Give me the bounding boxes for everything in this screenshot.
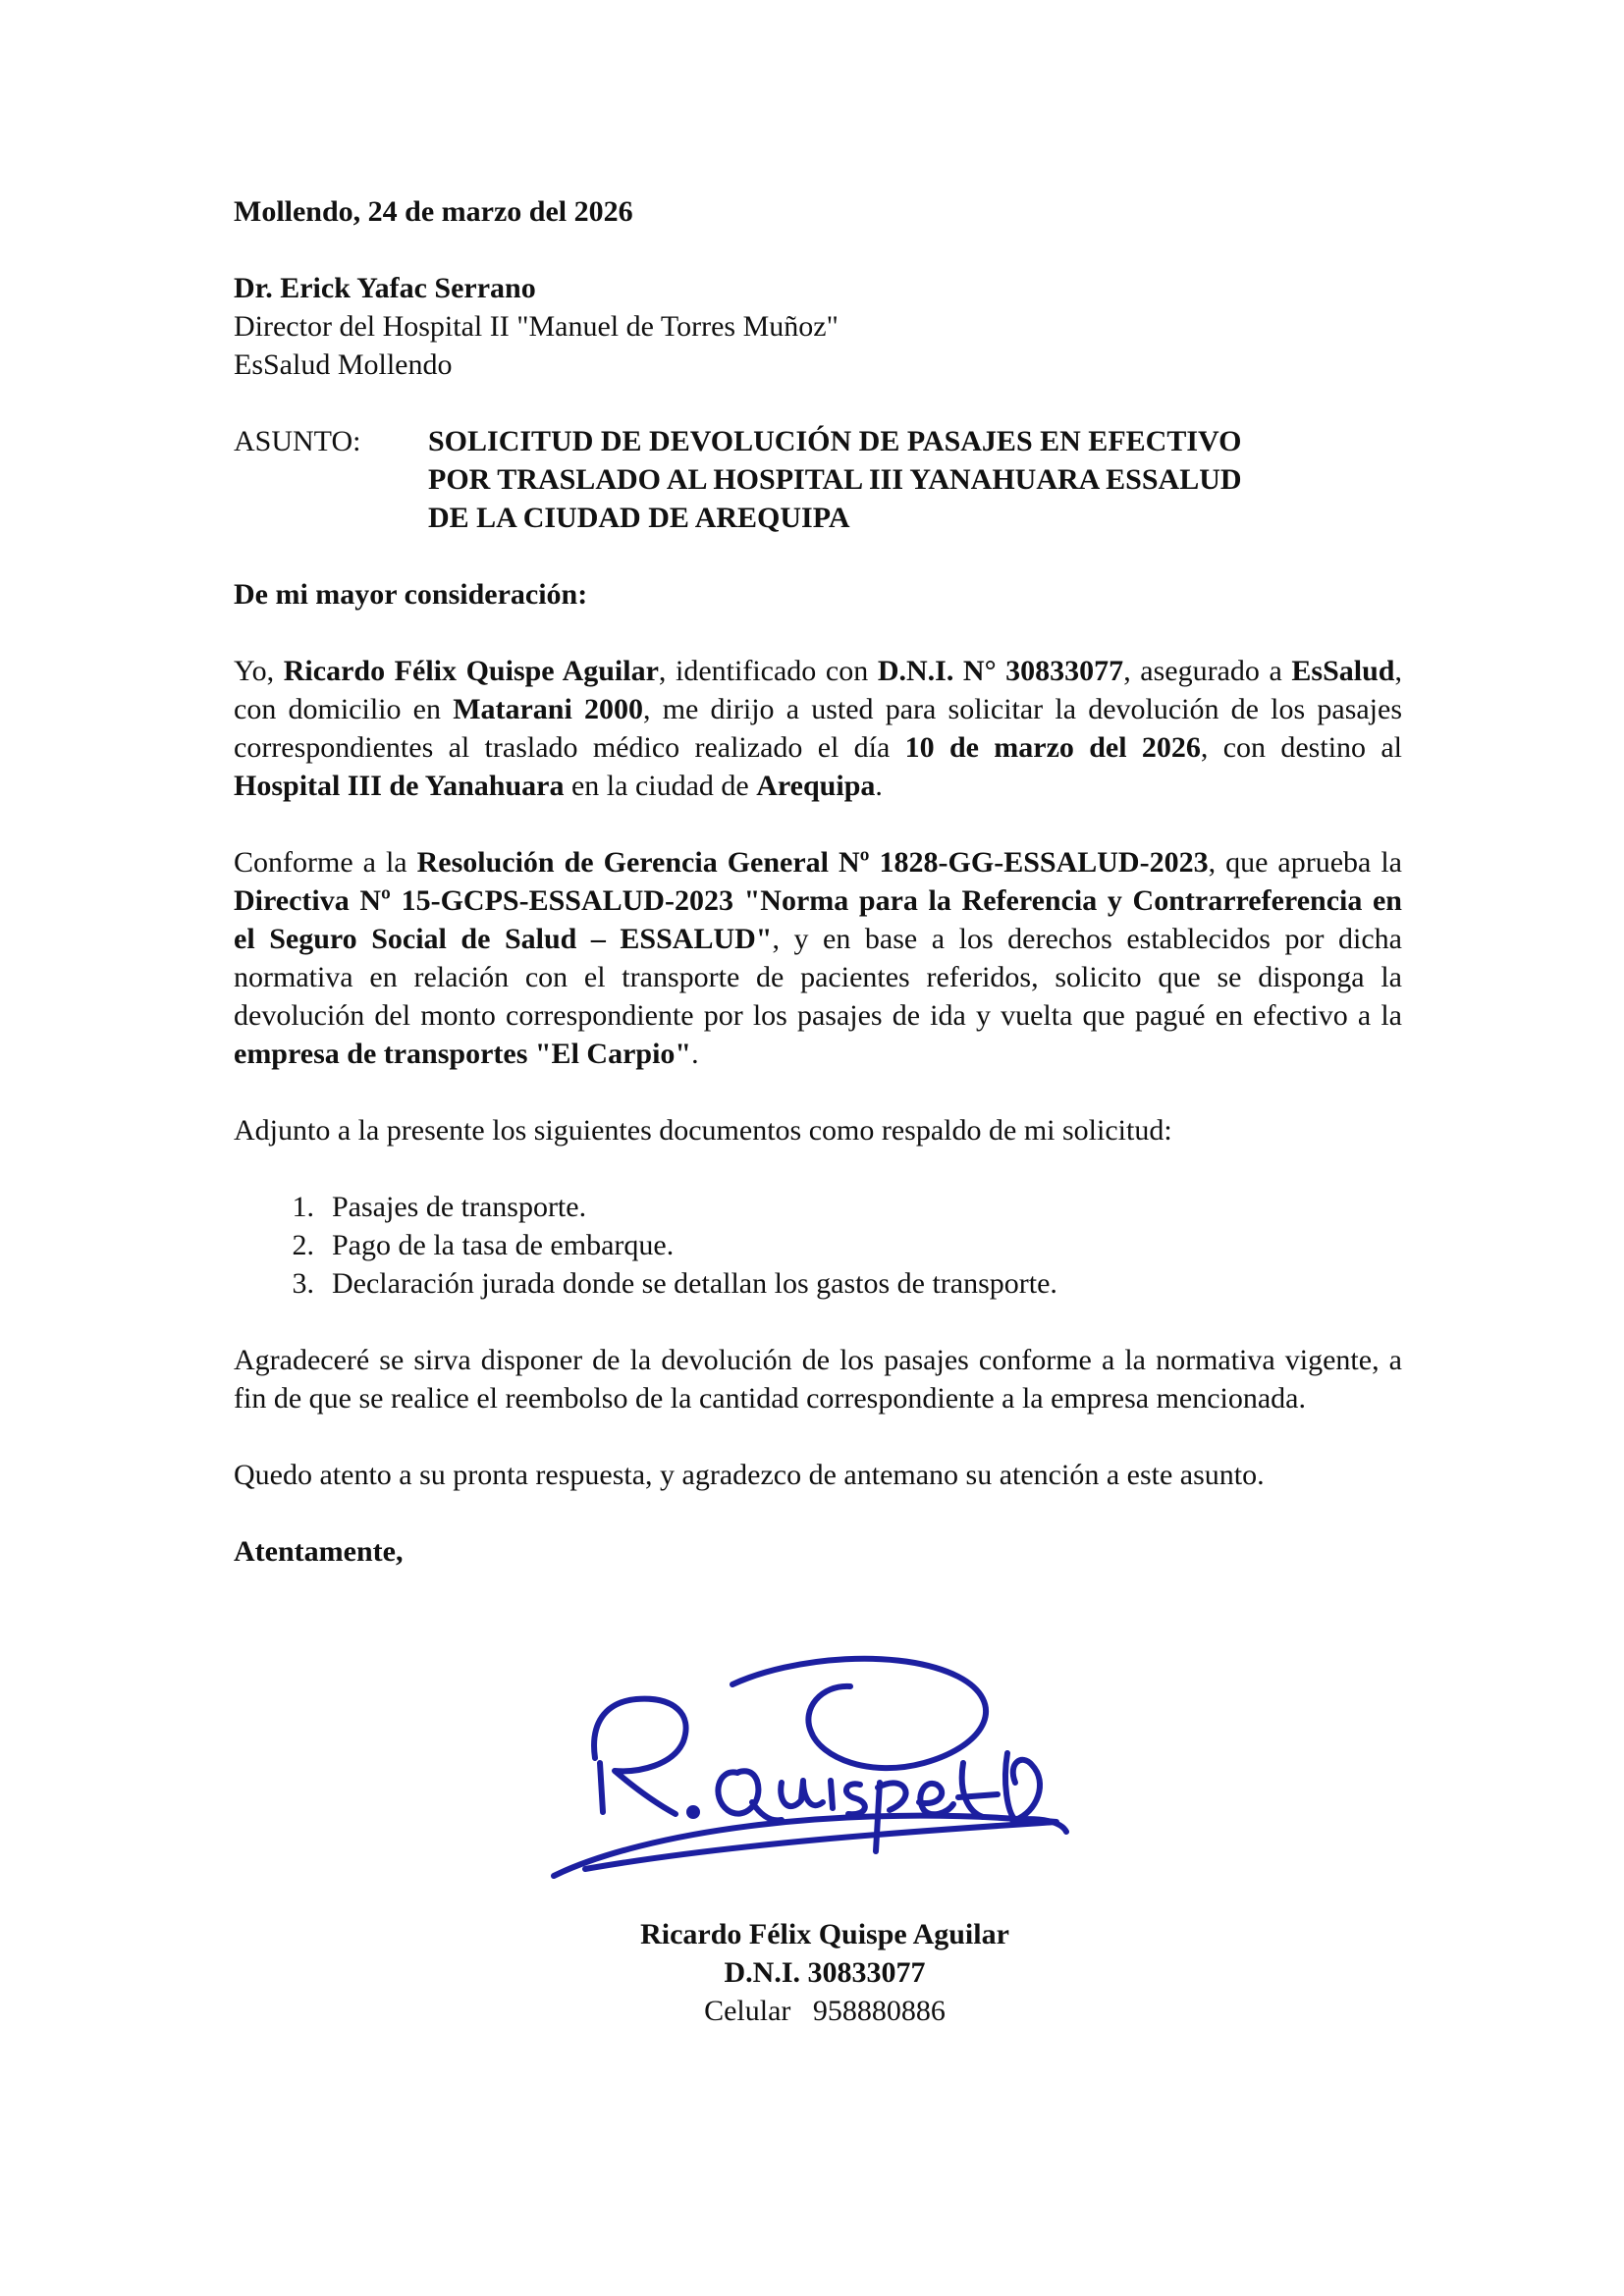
p1-bold-address: Matarani 2000 — [453, 693, 644, 725]
list-item-text: Pasajes de transporte. — [332, 1191, 587, 1223]
p2-text-4: . — [691, 1038, 699, 1070]
subject-block — [234, 422, 1402, 537]
signer-block — [491, 1915, 1159, 2030]
signer-phone: Celular 958880886 — [704, 1995, 946, 2027]
p1-text-7: en la ciudad de — [564, 770, 757, 802]
p2-bold-company: empresa de transportes "El Carpio" — [234, 1038, 692, 1070]
list-item-text: Pago de la tasa de embarque. — [332, 1229, 675, 1261]
list-item — [234, 1188, 1402, 1226]
paragraph-thanks: Agradeceré se sirva disponer de la devolución de los pasajes conforme a la normativa vigente, a fin de que se realice el reembolso de la cantidad correspondiente a la empresa mencionada. — [234, 1344, 1402, 1415]
signer-dni: D.N.I. 30833077 — [724, 1956, 926, 1989]
p1-bold-date: 10 de marzo del 2026 — [904, 731, 1201, 764]
p1-bold-city: Arequipa — [756, 770, 876, 802]
p1-bold-dni: D.N.I. N° 30833077 — [877, 655, 1124, 687]
subject-label: ASUNTO: — [234, 425, 361, 457]
recipient-block — [234, 269, 1402, 384]
p2-bold-directive: Directiva Nº 15-GCPS-ESSALUD-2023 "Norma para la Referencia y Contrarreferencia en el Seguro Social de Salud – ESSALUD" — [234, 884, 1402, 955]
p1-bold-hospital: Hospital III de Yanahuara — [234, 770, 565, 802]
p1-text-1: Yo, — [234, 655, 284, 687]
p1-bold-essalud: EsSalud — [1291, 655, 1395, 687]
subject-line-3: DE LA CIUDAD DE AREQUIPA — [428, 502, 850, 534]
p1-text-8: . — [875, 770, 883, 802]
signer-name: Ricardo Félix Quispe Aguilar — [640, 1918, 1009, 1950]
recipient-institution: EsSalud Mollendo — [234, 348, 453, 381]
paragraph-legal-basis — [234, 843, 1402, 1073]
p2-text-3: , y en base a los derechos establecidos por dicha normativa en relación con el transporte de pacientes referidos, solicito que se disponga la devolución del monto correspondiente por los pasajes de ida y vuelta que pagué en efectivo a la — [234, 923, 1402, 1032]
subject-line-2: POR TRASLADO AL HOSPITAL III YANAHUARA ESSALUD — [428, 463, 1242, 496]
p1-bold-name: Ricardo Félix Quispe Aguilar — [283, 655, 659, 687]
paragraph-attachments-intro: Adjunto a la presente los siguientes documentos como respaldo de mi solicitud: — [234, 1114, 1172, 1147]
p2-bold-resolution: Resolución de Gerencia General Nº 1828-GG-ESSALUD-2023 — [416, 846, 1209, 879]
list-item — [234, 1226, 1402, 1264]
list-item-number: 1. — [292, 1191, 314, 1223]
recipient-name: Dr. Erick Yafac Serrano — [234, 272, 536, 304]
p1-text-3: , asegurado a — [1123, 655, 1292, 687]
subject-line-1: SOLICITUD DE DEVOLUCIÓN DE PASAJES EN EFECTIVO — [428, 425, 1242, 457]
paragraph-request — [234, 652, 1402, 805]
p1-text-4: , con domicilio en — [234, 655, 1402, 725]
list-item — [234, 1264, 1402, 1303]
attachments-list — [234, 1188, 1402, 1303]
list-item-text: Declaración jurada donde se detallan los gastos de transporte. — [332, 1267, 1057, 1300]
p1-text-2: , identificado con — [658, 655, 878, 687]
p1-text-6: , con destino al — [1200, 731, 1402, 764]
closing: Atentamente, — [234, 1535, 404, 1568]
greeting: De mi mayor consideración: — [234, 578, 588, 611]
p2-text-1: Conforme a la — [234, 846, 417, 879]
list-item-number: 3. — [292, 1267, 314, 1300]
handwritten-signature — [546, 1655, 1076, 1910]
p2-text-2: , que aprueba la — [1208, 846, 1402, 879]
letter-document — [234, 192, 1402, 1571]
place-date: Mollendo, 24 de marzo del 2026 — [234, 195, 633, 228]
list-item-number: 2. — [292, 1229, 314, 1261]
p1-text-5: , me dirijo a usted para solicitar la devolución de los pasajes correspondientes al traslado médico realizado el día — [234, 693, 1403, 764]
subject-text — [428, 422, 1371, 537]
recipient-position: Director del Hospital II "Manuel de Torres Muñoz" — [234, 310, 839, 343]
paragraph-awaiting: Quedo atento a su pronta respuesta, y agradezco de antemano su atención a este asunto. — [234, 1459, 1265, 1491]
